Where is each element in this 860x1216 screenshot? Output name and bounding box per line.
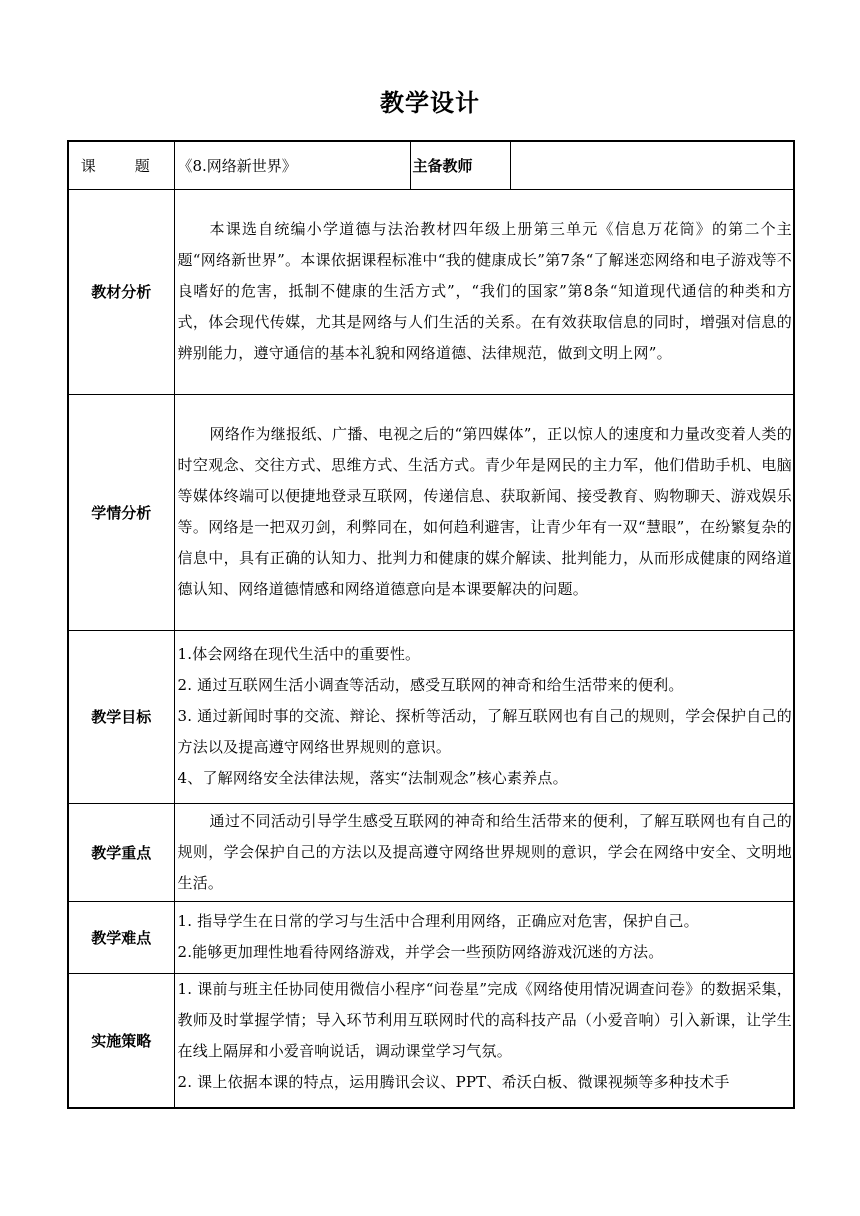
list-item: 1. 课前与班主任协同使用微信小程序“问卷星”完成《网络使用情况调查问卷》的数据采集，教师及时掌握学情；导入环节利用互联网时代的高科技产品（小爱音响）引入新课，让学生在线上隔屏和小爱音响说话，调动课堂学习气氛。 [177, 979, 792, 1060]
topic-value: 《8.网络新世界》 [174, 141, 410, 189]
teacher-label: 主备教师 [410, 141, 510, 189]
paragraph: 网络作为继报纸、广播、电视之后的“第四媒体”，正以惊人的速度和力量改变着人类的时空观念、交往方式、思维方式、生活方式。青少年是网民的主力军，他们借助手机、电脑等媒体终端可以便捷地登录互联网，传递信息、获取新闻、接受教育、购物聊天、游戏娱乐等。网络是一把双刃剑，利弊同在，如何趋利避害，让青少年有一双“慧眼”，在纷繁复杂的信息中，具有正确的认知力、批判力和健康的媒介解读、批判能力，从而形成健康的网络道德认知、网络道德情感和网络道德意向是本课要解决的问题。 [177, 425, 792, 598]
row-content [174, 189, 794, 394]
lesson-design-table [67, 140, 795, 1109]
row-difficulties [68, 901, 794, 973]
list-item: 3. 通过新闻时事的交流、辩论、探析等活动，了解互联网也有自己的规则，学会保护自己的方法以及提高遵守网络世界规则的意识。 [177, 707, 792, 756]
topic-row [68, 141, 794, 189]
row-strategy [68, 973, 794, 1108]
row-label: 教材分析 [68, 189, 174, 394]
list-item: 2. 通过互联网生活小调查等活动，感受互联网的神奇和给生活带来的便利。 [177, 676, 684, 694]
list-item: 4、了解网络安全法律法规，落实“法制观念”核心素养点。 [177, 769, 568, 787]
row-teaching-objectives [68, 630, 794, 803]
topic-label: 课 题 [68, 141, 174, 189]
row-label: 实施策略 [68, 973, 174, 1108]
teacher-value [510, 141, 794, 189]
row-label: 教学难点 [68, 901, 174, 973]
list-item: 1. 指导学生在日常的学习与生活中合理利用网络，正确应对危害，保护自己。 [177, 912, 699, 930]
document-title: 教学设计 [380, 89, 480, 117]
row-key-points [68, 803, 794, 901]
row-label: 教学重点 [68, 803, 174, 901]
row-content [174, 803, 794, 901]
row-content [174, 630, 794, 803]
list-item: 2.能够更加理性地看待网络游戏，并学会一些预防网络游戏沉迷的方法。 [177, 943, 664, 961]
row-content [174, 394, 794, 630]
row-student-analysis [68, 394, 794, 630]
row-label: 学情分析 [68, 394, 174, 630]
row-content [174, 901, 794, 973]
paragraph: 通过不同活动引导学生感受互联网的神奇和给生活带来的便利，了解互联网也有自己的规则，学会保护自己的方法以及提高遵守网络世界规则的意识，学会在网络中安全、文明地生活。 [177, 811, 792, 892]
list-item: 2. 课上依据本课的特点，运用腾讯会议、PPT、希沃白板、微课视频等多种技术手 [177, 1072, 730, 1091]
list-item: 1.体会网络在现代生活中的重要性。 [177, 645, 421, 663]
row-material-analysis [68, 189, 794, 394]
paragraph: 本课选自统编小学道德与法治教材四年级上册第三单元《信息万花筒》的第二个主题“网络新世界”。本课依据课程标准中“我的健康成长”第7条“了解迷恋网络和电子游戏等不良嗜好的危害，抵制不健康的生活方式”，“我们的国家”第8条“知道现代通信的种类和方式，体会现代传媒，尤其是网络与人们生活的关系。在有效获取信息的同时，增强对信息的辨别能力，遵守通信的基本礼貌和网络道德、法律规范，做到文明上网”。 [177, 220, 792, 362]
row-label: 教学目标 [68, 630, 174, 803]
row-content [174, 973, 794, 1108]
